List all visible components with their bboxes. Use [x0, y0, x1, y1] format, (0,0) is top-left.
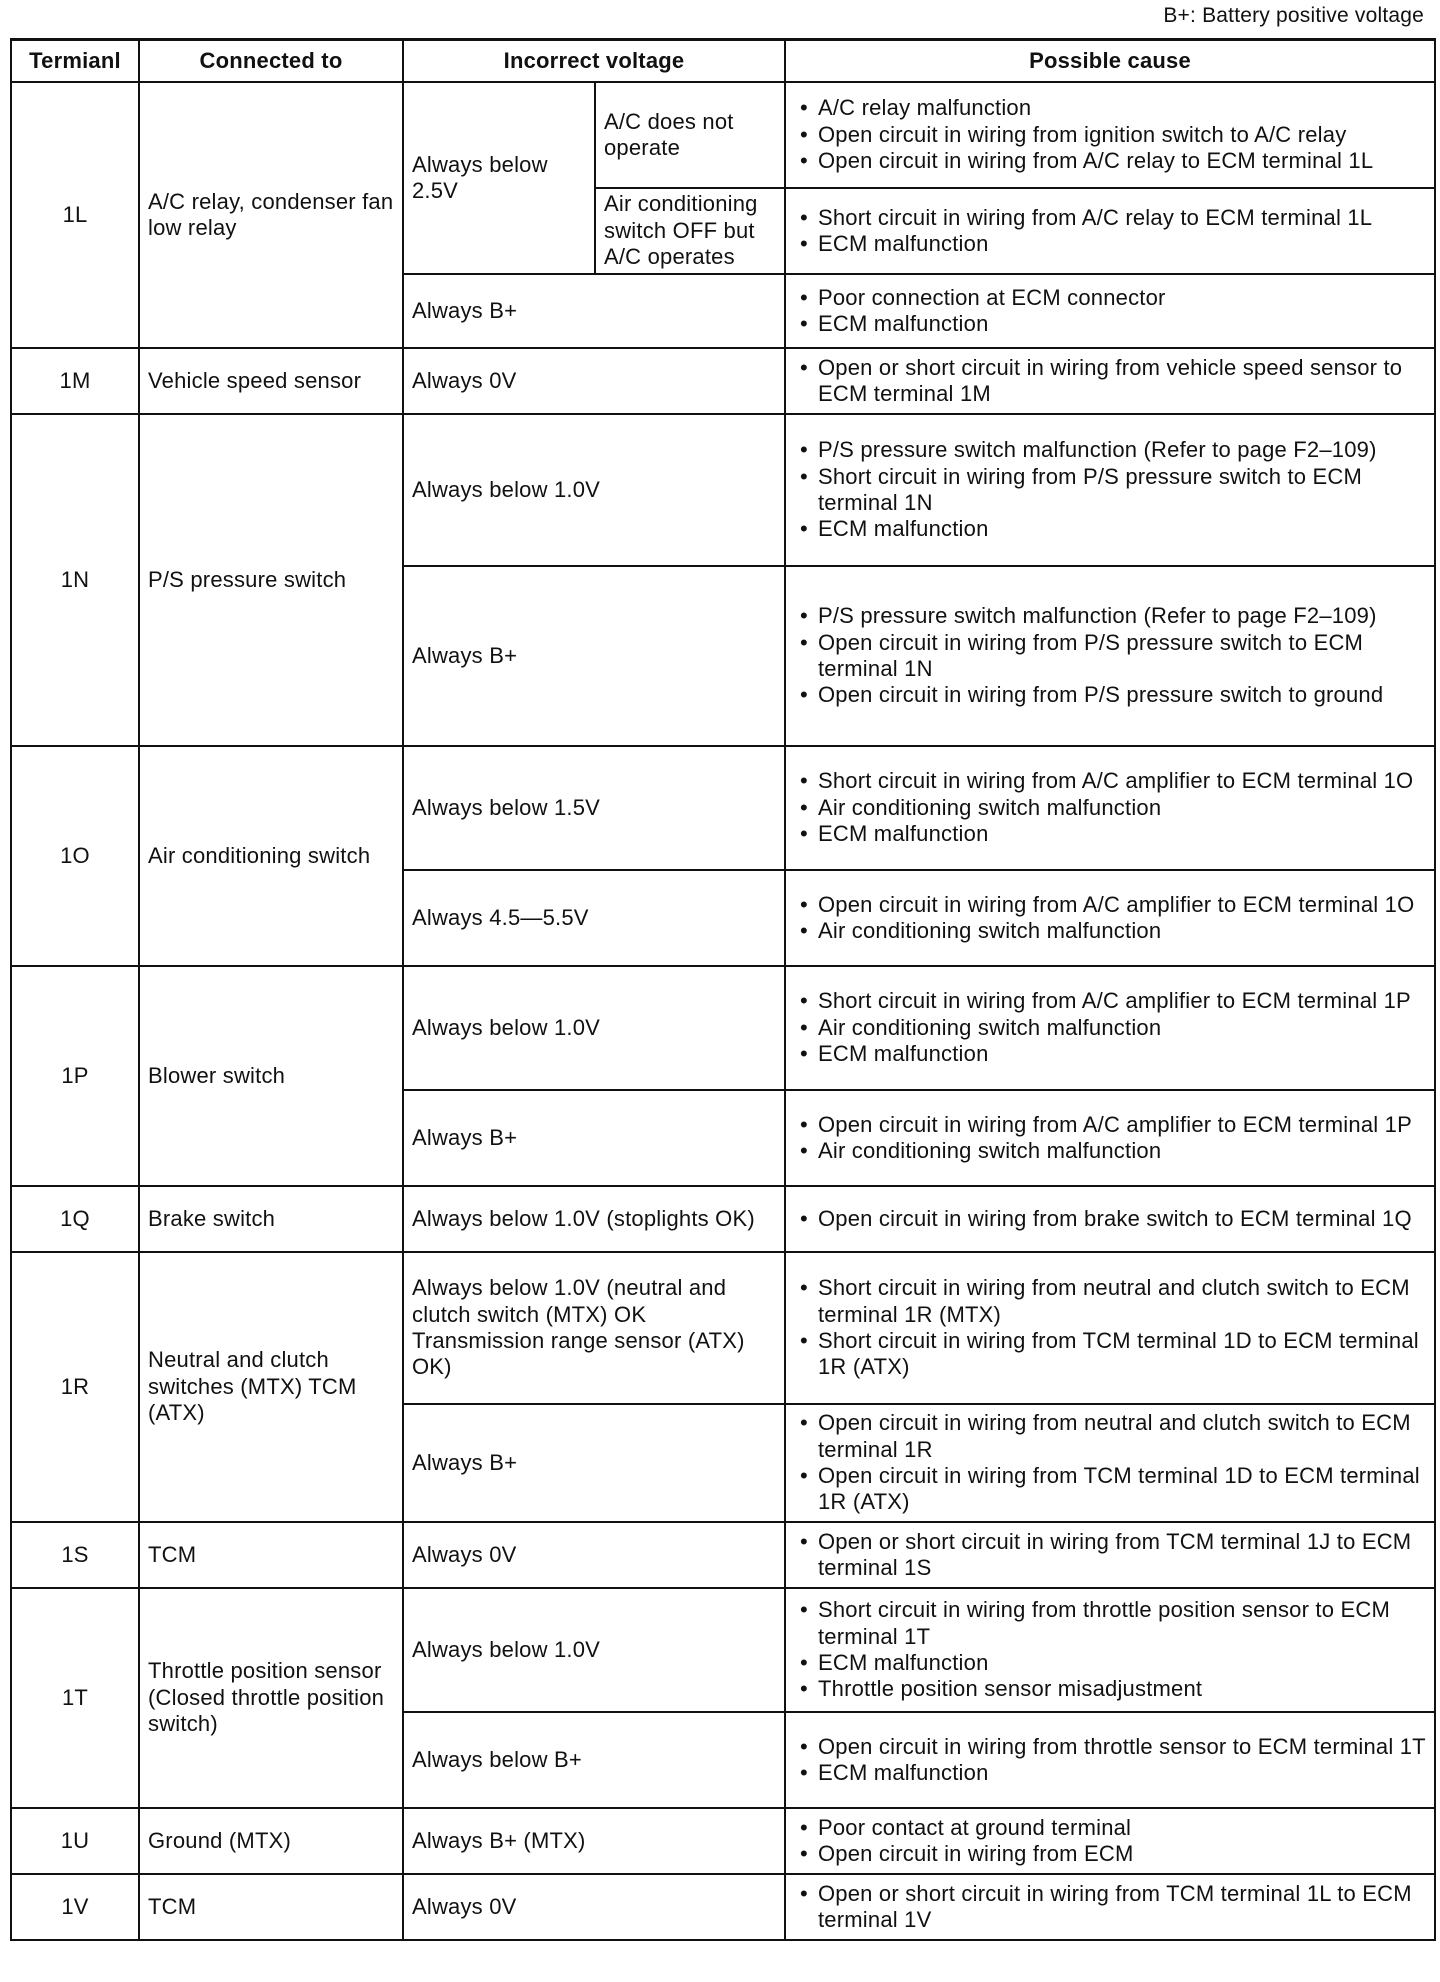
connected-to-cell: Air conditioning switch	[139, 746, 403, 966]
cause-item: • ECM malfunction	[794, 1760, 1426, 1786]
cause-item: • Short circuit in wiring from TCM terminal 1D to ECM terminal 1R (ATX)	[794, 1328, 1426, 1381]
voltage-cell: Always B+	[403, 1090, 785, 1186]
voltage-cell: Always 0V	[403, 1522, 785, 1588]
terminal-cell: 1P	[11, 966, 139, 1186]
table-row	[11, 1522, 1435, 1588]
cause-item: • Short circuit in wiring from A/C amplifier to ECM terminal 1P	[794, 988, 1426, 1014]
cause-cell	[785, 1808, 1435, 1874]
cause-item: • Short circuit in wiring from neutral and clutch switch to ECM terminal 1R (MTX)	[794, 1275, 1426, 1328]
cause-cell	[785, 1186, 1435, 1252]
cause-item: • Air conditioning switch malfunction	[794, 1138, 1426, 1164]
cause-item: • Open circuit in wiring from A/C amplifier to ECM terminal 1P	[794, 1112, 1426, 1138]
cause-cell	[785, 188, 1435, 274]
cause-item: • Air conditioning switch malfunction	[794, 795, 1426, 821]
cause-cell	[785, 1522, 1435, 1588]
voltage-cell: Always B+	[403, 566, 785, 746]
cause-item: • Short circuit in wiring from A/C amplifier to ECM terminal 1O	[794, 768, 1426, 794]
cause-item: • Air conditioning switch malfunction	[794, 1015, 1426, 1041]
cause-item: • Short circuit in wiring from throttle position sensor to ECM terminal 1T	[794, 1597, 1426, 1650]
voltage-cell: Always B+	[403, 1404, 785, 1522]
cause-item: • Open circuit in wiring from P/S pressure switch to ECM terminal 1N	[794, 630, 1426, 683]
cause-cell	[785, 82, 1435, 188]
cause-cell	[785, 348, 1435, 414]
terminal-cell: 1M	[11, 348, 139, 414]
terminal-cell: 1R	[11, 1252, 139, 1522]
terminal-cell: 1S	[11, 1522, 139, 1588]
voltage-cell: Always B+ (MTX)	[403, 1808, 785, 1874]
voltage-cell: Always below 1.5V	[403, 746, 785, 870]
cause-item: • Air conditioning switch malfunction	[794, 918, 1426, 944]
terminal-cell: 1L	[11, 82, 139, 348]
cause-item: • ECM malfunction	[794, 231, 1426, 257]
terminal-cell: 1O	[11, 746, 139, 966]
cause-item: • Open or short circuit in wiring from vehicle speed sensor to ECM terminal 1M	[794, 355, 1426, 408]
voltage-cell: Always 0V	[403, 1874, 785, 1940]
connected-to-cell: Blower switch	[139, 966, 403, 1186]
voltage-cell: Always 0V	[403, 348, 785, 414]
connected-to-cell: TCM	[139, 1874, 403, 1940]
connected-to-cell: A/C relay, condenser fan low relay	[139, 82, 403, 348]
cause-cell	[785, 1090, 1435, 1186]
cause-cell	[785, 1712, 1435, 1808]
cause-item: • Open circuit in wiring from TCM terminal 1D to ECM terminal 1R (ATX)	[794, 1463, 1426, 1516]
terminal-cell: 1T	[11, 1588, 139, 1808]
voltage-cell: Always below 1.0V (neutral and clutch switch (MTX) OK Transmission range sensor (ATX) OK)	[403, 1252, 785, 1404]
cause-cell	[785, 1404, 1435, 1522]
cause-item: • Open circuit in wiring from A/C relay to ECM terminal 1L	[794, 148, 1426, 174]
table-row	[11, 1874, 1435, 1940]
voltage-cell: Always below B+	[403, 1712, 785, 1808]
cause-item: • Short circuit in wiring from A/C relay to ECM terminal 1L	[794, 205, 1426, 231]
cause-item: • Poor connection at ECM connector	[794, 285, 1426, 311]
terminal-cell: 1U	[11, 1808, 139, 1874]
terminal-cell: 1N	[11, 414, 139, 746]
cause-cell	[785, 1252, 1435, 1404]
table-row	[11, 1808, 1435, 1874]
table-row	[11, 1186, 1435, 1252]
voltage-cell: Always below 1.0V	[403, 966, 785, 1090]
table-row	[11, 414, 1435, 566]
header-terminal: Termianl	[11, 40, 139, 83]
battery-voltage-legend: B+: Battery positive voltage	[1163, 4, 1424, 27]
voltage-cell: Always below 1.0V	[403, 1588, 785, 1712]
header-connected-to: Connected to	[139, 40, 403, 83]
connected-to-cell: P/S pressure switch	[139, 414, 403, 746]
cause-item: • ECM malfunction	[794, 1650, 1426, 1676]
terminal-cell: 1V	[11, 1874, 139, 1940]
cause-item: • ECM malfunction	[794, 516, 1426, 542]
cause-item: • Throttle position sensor misadjustment	[794, 1676, 1426, 1702]
cause-item: • Open circuit in wiring from ignition switch to A/C relay	[794, 122, 1426, 148]
cause-cell	[785, 1588, 1435, 1712]
cause-item: • Open circuit in wiring from neutral and clutch switch to ECM terminal 1R	[794, 1410, 1426, 1463]
cause-cell	[785, 1874, 1435, 1940]
cause-item: • ECM malfunction	[794, 311, 1426, 337]
voltage-cell: Always below 1.0V	[403, 414, 785, 566]
table-row	[11, 348, 1435, 414]
terminal-voltage-table	[10, 38, 1436, 1941]
header-possible-cause: Possible cause	[785, 40, 1435, 83]
cause-item: • Open circuit in wiring from A/C amplifier to ECM terminal 1O	[794, 892, 1426, 918]
table-row	[11, 1588, 1435, 1712]
connected-to-cell: TCM	[139, 1522, 403, 1588]
cause-item: • ECM malfunction	[794, 821, 1426, 847]
voltage-cell: Always below 2.5V	[403, 82, 595, 274]
header-row	[11, 40, 1435, 83]
connected-to-cell: Ground (MTX)	[139, 1808, 403, 1874]
voltage-condition-cell: A/C does not operate	[595, 82, 785, 188]
cause-item: • Open or short circuit in wiring from TCM terminal 1L to ECM terminal 1V	[794, 1881, 1426, 1934]
connected-to-cell: Vehicle speed sensor	[139, 348, 403, 414]
voltage-cell: Always below 1.0V (stoplights OK)	[403, 1186, 785, 1252]
voltage-condition-cell: Air conditioning switch OFF but A/C operates	[595, 188, 785, 274]
terminal-cell: 1Q	[11, 1186, 139, 1252]
cause-item: • P/S pressure switch malfunction (Refer to page F2–109)	[794, 437, 1426, 463]
cause-cell	[785, 274, 1435, 348]
voltage-cell: Always 4.5—5.5V	[403, 870, 785, 966]
cause-item: • Open circuit in wiring from brake switch to ECM terminal 1Q	[794, 1206, 1426, 1232]
cause-cell	[785, 966, 1435, 1090]
cause-item: • Open circuit in wiring from ECM	[794, 1841, 1426, 1867]
table-row	[11, 1252, 1435, 1404]
cause-item: • A/C relay malfunction	[794, 95, 1426, 121]
cause-item: • Short circuit in wiring from P/S pressure switch to ECM terminal 1N	[794, 464, 1426, 517]
connected-to-cell: Neutral and clutch switches (MTX) TCM (ATX)	[139, 1252, 403, 1522]
cause-item: • Open circuit in wiring from P/S pressure switch to ground	[794, 682, 1426, 708]
cause-item: • ECM malfunction	[794, 1041, 1426, 1067]
cause-item: • P/S pressure switch malfunction (Refer to page F2–109)	[794, 603, 1426, 629]
cause-item: • Open circuit in wiring from throttle sensor to ECM terminal 1T	[794, 1734, 1426, 1760]
cause-item: • Poor contact at ground terminal	[794, 1815, 1426, 1841]
cause-cell	[785, 870, 1435, 966]
cause-item: • Open or short circuit in wiring from TCM terminal 1J to ECM terminal 1S	[794, 1529, 1426, 1582]
cause-cell	[785, 746, 1435, 870]
voltage-cell: Always B+	[403, 274, 785, 348]
connected-to-cell: Brake switch	[139, 1186, 403, 1252]
connected-to-cell: Throttle position sensor (Closed throttle position switch)	[139, 1588, 403, 1808]
table-row	[11, 746, 1435, 870]
table-row	[11, 82, 1435, 188]
table-row	[11, 966, 1435, 1090]
cause-cell	[785, 566, 1435, 746]
header-incorrect-voltage: Incorrect voltage	[403, 40, 785, 83]
cause-cell	[785, 414, 1435, 566]
